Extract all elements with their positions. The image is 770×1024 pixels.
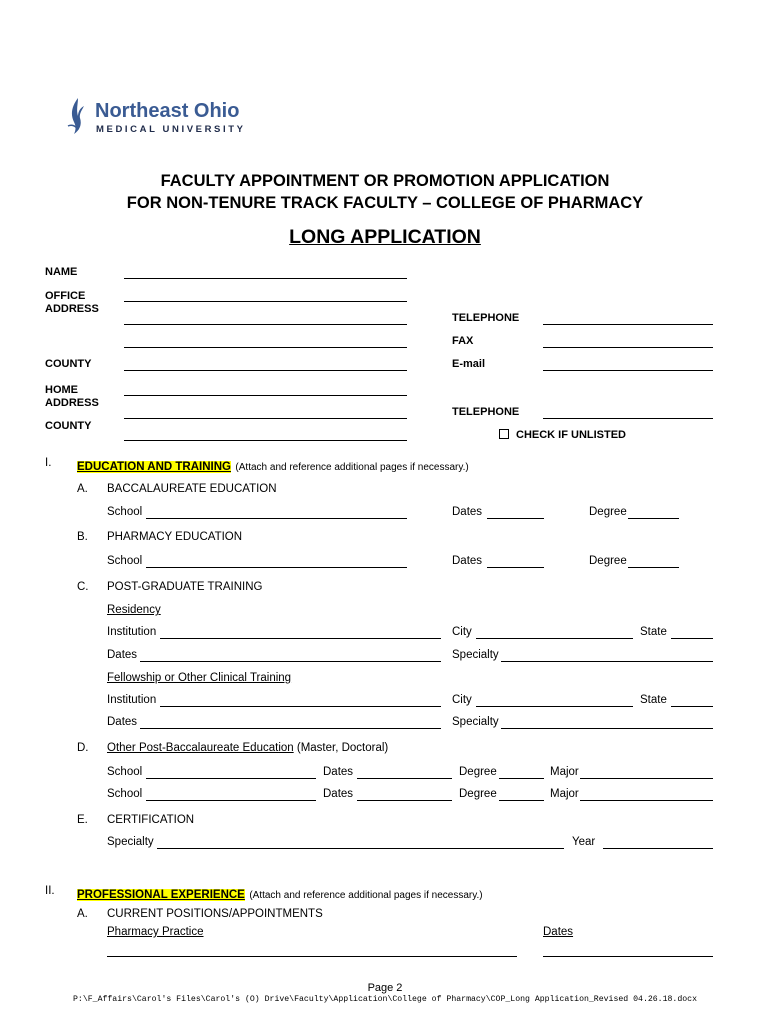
pharmacy-practice-label: Pharmacy Practice <box>107 926 204 938</box>
university-logo <box>64 96 244 140</box>
checkbox-icon[interactable] <box>499 429 509 439</box>
pharmacy-practice-field[interactable] <box>107 956 517 957</box>
section1-note: (Attach and reference additional pages if necessary.) <box>235 462 469 473</box>
residency-city-label: City <box>452 626 472 638</box>
office-address-field-3[interactable] <box>124 347 407 348</box>
d-school-label-1: School <box>107 766 143 778</box>
home-telephone-label: TELEPHONE <box>452 406 520 418</box>
a-dates-field[interactable] <box>487 518 544 519</box>
fellowship-dates-field[interactable] <box>140 728 441 729</box>
b-title: PHARMACY EDUCATION <box>107 531 243 543</box>
fellowship-state-label: State <box>640 694 667 706</box>
fellowship-specialty-label: Specialty <box>452 716 499 728</box>
d-school-field-2[interactable] <box>146 800 316 801</box>
residency-institution-label: Institution <box>107 626 157 638</box>
a-letter: A. <box>77 483 88 495</box>
d-dates-label-1: Dates <box>323 766 354 778</box>
section2-heading: PROFESSIONAL EXPERIENCE <box>77 889 245 901</box>
b-school-label: School <box>107 555 143 567</box>
home-label: HOME <box>45 384 78 396</box>
a-degree-label: Degree <box>589 506 627 518</box>
section2-a-title: CURRENT POSITIONS/APPOINTMENTS <box>107 908 323 920</box>
email-label: E-mail <box>452 358 486 370</box>
office-address-field-2[interactable] <box>124 324 407 325</box>
office-label: OFFICE <box>45 290 86 302</box>
email-field[interactable] <box>543 370 713 371</box>
section2-dates-field[interactable] <box>543 956 713 957</box>
b-dates-label: Dates <box>452 555 483 567</box>
fellowship-dates-label: Dates <box>107 716 138 728</box>
d-school-label-2: School <box>107 788 143 800</box>
d-dates-label-2: Dates <box>323 788 354 800</box>
unlisted-option[interactable] <box>499 429 626 441</box>
e-specialty-field[interactable] <box>157 848 564 849</box>
home-county-label: COUNTY <box>45 420 92 432</box>
a-school-label: School <box>107 506 143 518</box>
name-field[interactable] <box>124 278 407 279</box>
b-dates-field[interactable] <box>487 567 544 568</box>
county-field[interactable] <box>124 370 407 371</box>
section2-numeral: II. <box>45 885 55 897</box>
fellowship-city-field[interactable] <box>476 706 633 707</box>
residency-state-field[interactable] <box>671 638 713 639</box>
section1-heading: EDUCATION AND TRAINING <box>77 461 231 473</box>
a-dates-label: Dates <box>452 506 483 518</box>
page-number: Page 2 <box>367 982 403 994</box>
d-degree-field-1[interactable] <box>499 778 544 779</box>
home-address-field-2[interactable] <box>124 418 407 419</box>
d-school-field-1[interactable] <box>146 778 316 779</box>
d-title-note: (Master, Doctoral) <box>296 742 389 754</box>
residency-specialty-label: Specialty <box>452 649 499 661</box>
office-address-field-1[interactable] <box>124 301 407 302</box>
d-major-field-2[interactable] <box>580 800 713 801</box>
fellowship-state-field[interactable] <box>671 706 713 707</box>
d-degree-label-2: Degree <box>459 788 497 800</box>
file-path: P:\F_Affairs\Carol's Files\Carol's (O) Drive\Faculty\Application\College of Pharmacy\COP_Long Application_Revised 04.26.18.docx <box>73 995 697 1004</box>
logo-name: Northeast Ohio <box>95 100 240 122</box>
e-year-label: Year <box>572 836 596 848</box>
home-telephone-field[interactable] <box>543 418 713 419</box>
d-degree-field-2[interactable] <box>499 800 544 801</box>
residency-institution-field[interactable] <box>160 638 441 639</box>
b-degree-field[interactable] <box>628 567 679 568</box>
b-letter: B. <box>77 531 88 543</box>
unlisted-label: CHECK IF UNLISTED <box>516 429 626 441</box>
telephone-field[interactable] <box>543 324 713 325</box>
residency-city-field[interactable] <box>476 638 633 639</box>
fax-field[interactable] <box>543 347 713 348</box>
fellowship-institution-field[interactable] <box>160 706 441 707</box>
section1-heading-row <box>77 457 469 475</box>
residency-dates-label: Dates <box>107 649 138 661</box>
telephone-label: TELEPHONE <box>452 312 520 324</box>
d-letter: D. <box>77 742 89 754</box>
page-title-line1: FACULTY APPOINTMENT OR PROMOTION APPLICATION <box>160 172 610 190</box>
e-specialty-label: Specialty <box>107 836 154 848</box>
section2-note: (Attach and reference additional pages if necessary.) <box>249 890 483 901</box>
d-dates-field-1[interactable] <box>357 778 452 779</box>
logo-subtitle: MEDICAL UNIVERSITY <box>96 124 246 135</box>
fellowship-institution-label: Institution <box>107 694 157 706</box>
d-major-label-1: Major <box>550 766 579 778</box>
section2-heading-row <box>77 885 483 903</box>
section2-a-letter: A. <box>77 908 88 920</box>
home-county-field[interactable] <box>124 440 407 441</box>
fellowship-specialty-field[interactable] <box>501 728 713 729</box>
e-year-field[interactable] <box>603 848 713 849</box>
fax-label: FAX <box>452 335 474 347</box>
residency-dates-field[interactable] <box>140 661 441 662</box>
fellowship-label: Fellowship or Other Clinical Training <box>107 672 292 684</box>
residency-specialty-field[interactable] <box>501 661 713 662</box>
c-title: POST-GRADUATE TRAINING <box>107 581 263 593</box>
long-application-heading: LONG APPLICATION <box>289 226 481 248</box>
d-dates-field-2[interactable] <box>357 800 452 801</box>
b-degree-label: Degree <box>589 555 627 567</box>
office-address-label: ADDRESS <box>45 303 99 315</box>
b-school-field[interactable] <box>146 567 407 568</box>
home-address-label: ADDRESS <box>45 397 99 409</box>
c-letter: C. <box>77 581 89 593</box>
a-school-field[interactable] <box>146 518 407 519</box>
flame-icon <box>64 96 92 136</box>
fellowship-city-label: City <box>452 694 472 706</box>
home-address-field-1[interactable] <box>124 395 407 396</box>
a-degree-field[interactable] <box>628 518 679 519</box>
d-degree-label-1: Degree <box>459 766 497 778</box>
d-major-field-1[interactable] <box>580 778 713 779</box>
county-label: COUNTY <box>45 358 92 370</box>
d-title: Other Post-Baccalaureate Education <box>107 742 294 754</box>
e-letter: E. <box>77 814 88 826</box>
d-major-label-2: Major <box>550 788 579 800</box>
residency-label: Residency <box>107 604 161 616</box>
name-label: NAME <box>45 266 78 278</box>
section2-dates-label: Dates <box>543 926 574 938</box>
a-title: BACCALAUREATE EDUCATION <box>107 483 277 495</box>
e-title: CERTIFICATION <box>107 814 195 826</box>
page-title-line2: FOR NON-TENURE TRACK FACULTY – COLLEGE OF PHARMACY <box>126 194 644 212</box>
residency-state-label: State <box>640 626 667 638</box>
section1-numeral: I. <box>45 457 52 469</box>
d-title-row <box>107 742 388 754</box>
